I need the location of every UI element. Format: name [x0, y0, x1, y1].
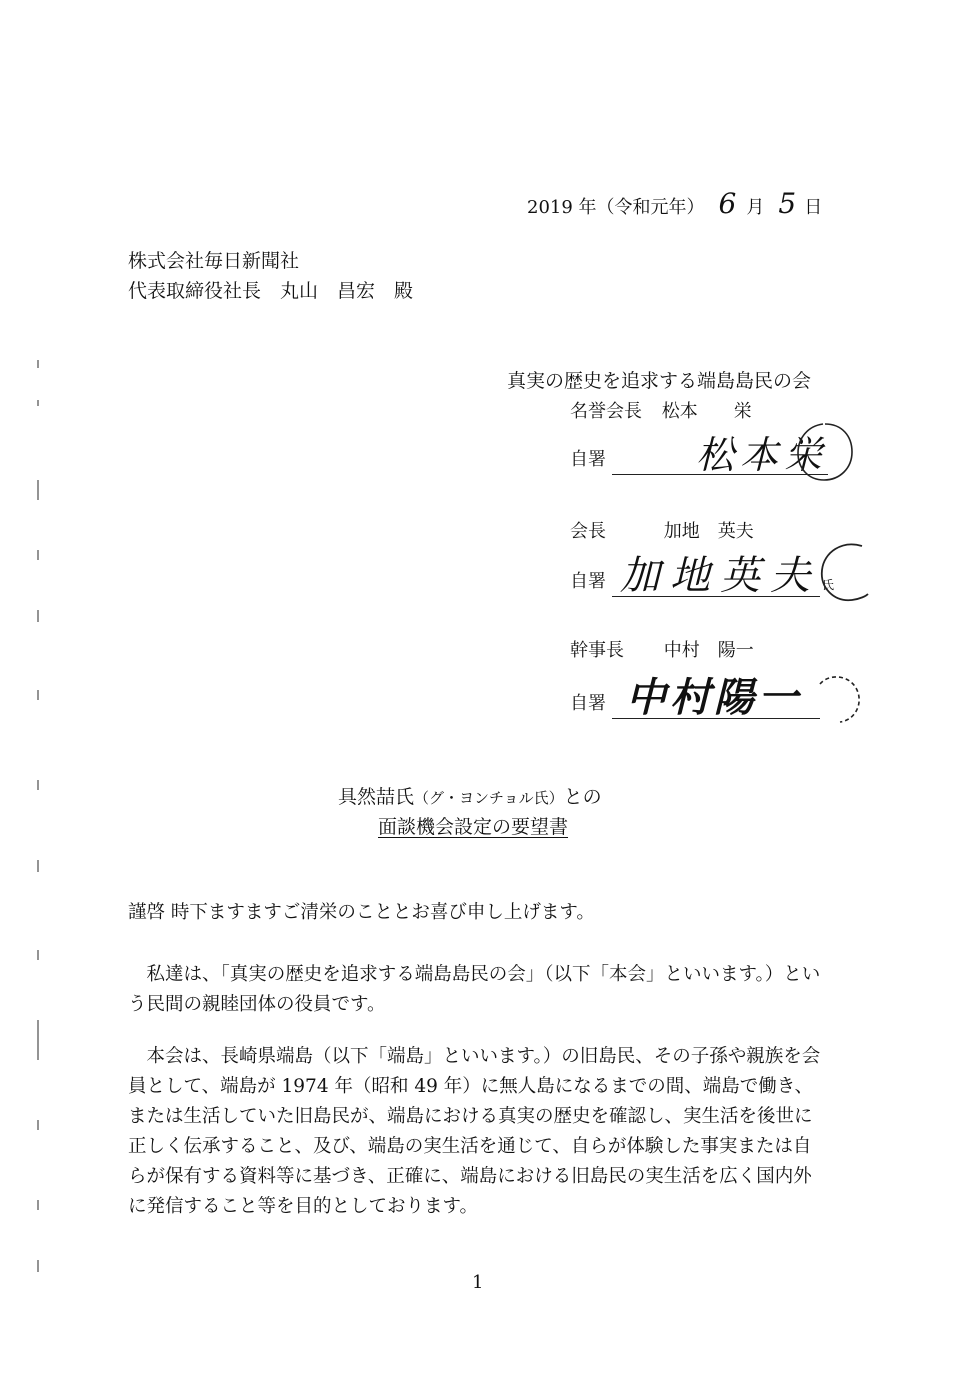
body-paragraph-1: 私達は、「真実の歴史を追求する端島島民の会」（以下「本会」といいます。）という民間の親睦団体の役員です。	[128, 964, 821, 1015]
officer-1-handwritten-signature: 松本栄	[696, 433, 829, 477]
subject-name: 具然喆氏	[338, 786, 415, 808]
addressee-recipient: 代表取締役社長 丸山 昌宏 殿	[128, 280, 414, 302]
officer-3-role: 幹事長	[570, 640, 624, 661]
officer-1-role: 名誉会長	[570, 401, 642, 422]
officer-2-name: 加地 英夫	[663, 521, 754, 542]
seal-stamp-3	[806, 668, 866, 728]
officer-2-handwritten-signature: 加地英夫	[620, 553, 820, 599]
page-number: 1	[472, 1272, 484, 1293]
officer-1-signature-line	[570, 433, 829, 477]
officer-3-signature-underline	[612, 674, 820, 721]
seal-stamp-1	[790, 418, 860, 488]
officer-2-title	[570, 517, 754, 543]
document-date	[527, 187, 822, 220]
officer-2-sign-label: 自署	[570, 571, 606, 592]
body-paragraph-2: 本会は、長崎県端島（以下「端島」といいます。）の旧島民、その子孫や親族を会員として、端島が 1974 年（昭和 49 年）に無人島になるまでの間、端島で働き、または生活していた旧島民が、端島における真実の歴史を確認し、実生活を後世に正しく伝承すること、及び、端島の実生活を通じて、自らが体験した事実または自らが保有する資料等に基づき、正確に、端島における旧島民の実生活を広く国内外に発信すること等を目的としております。	[128, 1046, 821, 1217]
addressee-company: 株式会社毎日新聞社	[128, 250, 300, 272]
date-month-unit: 月	[746, 197, 765, 218]
date-year: 2019 年（令和元年）	[527, 197, 705, 218]
officer-3-name: 中村 陽一	[663, 640, 754, 661]
subject-tail: との	[563, 786, 602, 808]
subject-name-reading: （グ・ヨンチョル氏）	[414, 789, 564, 807]
date-day-unit: 日	[804, 197, 823, 218]
greeting: 謹啓 時下ますますご清栄のこととお喜び申し上げます。	[128, 902, 595, 923]
officer-1-title	[570, 397, 752, 423]
officer-3-handwritten-signature: 中村陽一	[626, 674, 802, 721]
officer-3-signature-line	[570, 674, 820, 721]
sender-organization: 真実の歴史を追求する端島島民の会	[507, 370, 812, 392]
seal-stamp-2	[812, 538, 872, 608]
officer-1-name: 松本 栄	[661, 401, 752, 422]
officer-2-signature-line	[570, 553, 835, 599]
officer-2-signature-underline	[612, 553, 820, 599]
officer-3-sign-label: 自署	[570, 693, 606, 714]
subject-line-2: 面談機会設定の要望書	[378, 816, 569, 838]
scan-margin-marks	[30, 360, 46, 1300]
officer-1-sign-label: 自署	[570, 449, 606, 470]
officer-2-suffix: 氏	[822, 578, 835, 592]
officer-3-title	[570, 636, 754, 662]
date-month-handwritten: 6	[718, 187, 737, 220]
subject-line-1	[338, 782, 602, 809]
officer-2-role: 会長	[570, 521, 606, 542]
date-day-handwritten: 5	[778, 187, 797, 220]
